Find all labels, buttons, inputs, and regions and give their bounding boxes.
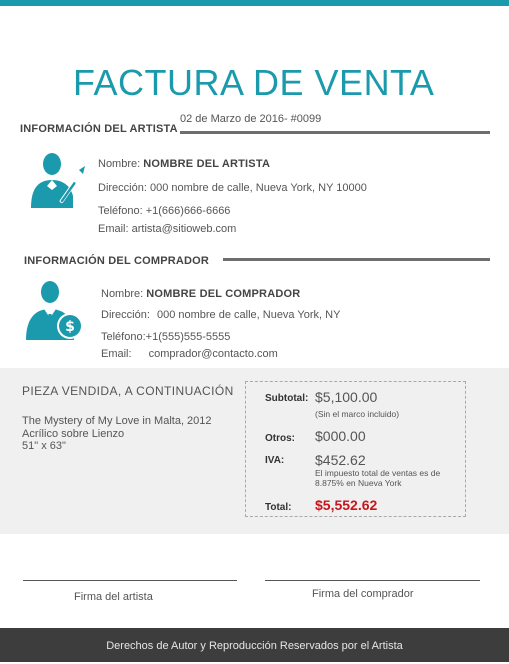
artist-section-rule (180, 131, 490, 134)
top-accent-bar (0, 0, 509, 6)
artist-phone-row (98, 205, 230, 217)
buyer-name-value: NOMBRE DEL COMPRADOR (146, 288, 301, 300)
subtotal-label: Subtotal: (265, 393, 309, 404)
buyer-section-rule (223, 258, 490, 261)
invoice-title: FACTURA DE VENTA (73, 62, 435, 103)
invoice-date-number: 02 de Marzo de 2016- #0099 (180, 113, 322, 125)
buyer-section-title: INFORMACIÓN DEL COMPRADOR (24, 255, 210, 267)
artist-email-value: artista@sitioweb.com (131, 223, 237, 235)
buyer-name-label: Nombre: (101, 288, 144, 300)
artist-name-row (98, 158, 270, 170)
buyer-email-value: comprador@contacto.com (148, 348, 278, 360)
buyer-signature-line (265, 580, 480, 581)
total-value: $5,552.62 (315, 497, 378, 513)
subtotal-note: (Sin el marco incluido) (315, 409, 400, 419)
piece-title: The Mystery of My Love in Malta, 2012 (22, 415, 212, 427)
buyer-signature-label: Firma del comprador (312, 588, 414, 600)
iva-note-line-1: El impuesto total de ventas es de (315, 468, 441, 478)
buyer-address-row (101, 309, 340, 321)
buyer-email-row (101, 348, 278, 360)
artist-painter-icon (25, 150, 87, 212)
piece-medium: Acrílico sobre Lienzo (22, 428, 125, 440)
other-label: Otros: (265, 433, 295, 444)
artist-email-label: Email: (98, 223, 129, 235)
artist-name-label: Nombre: (98, 158, 141, 170)
totals-box (245, 381, 466, 517)
artist-address-label: Dirección: (98, 182, 147, 194)
artist-section-title: INFORMACIÓN DEL ARTISTA (20, 123, 178, 135)
artist-address-value: 000 nombre de calle, Nueva York, NY 10000 (149, 182, 367, 194)
iva-note-line-2: 8.875% en Nueva York (315, 478, 402, 488)
artist-signature-label: Firma del artista (74, 591, 153, 603)
copyright-footer: Derechos de Autor y Reproducción Reservados por el Artista (0, 628, 509, 662)
buyer-phone-value: +1(555)555-5555 (145, 331, 231, 343)
artist-phone-value: +1(666)666-6666 (145, 205, 231, 217)
buyer-address-value: 000 nombre de calle, Nueva York, NY (156, 309, 341, 321)
artist-address-row (98, 182, 367, 194)
buyer-businessman-dollar-icon (24, 278, 88, 344)
artist-email-row (98, 223, 236, 235)
buyer-name-row (101, 288, 300, 300)
svg-text:$: $ (65, 319, 75, 335)
iva-label: IVA: (265, 455, 285, 466)
buyer-address-label: Dirección: (101, 309, 150, 321)
other-value: $000.00 (315, 428, 366, 444)
buyer-email-label: Email: (101, 348, 132, 360)
buyer-phone-row (101, 331, 230, 343)
artist-signature-line (23, 580, 237, 581)
artist-name-value: NOMBRE DEL ARTISTA (143, 158, 271, 170)
artist-phone-label: Teléfono: (98, 205, 143, 217)
total-label: Total: (265, 502, 292, 513)
buyer-phone-label: Teléfono: (101, 331, 146, 343)
piece-section-title: PIEZA VENDIDA, A CONTINUACIÓN (22, 384, 234, 398)
iva-value: $452.62 (315, 452, 366, 468)
piece-size: 51" x 63" (22, 440, 66, 452)
subtotal-value: $5,100.00 (315, 389, 378, 405)
